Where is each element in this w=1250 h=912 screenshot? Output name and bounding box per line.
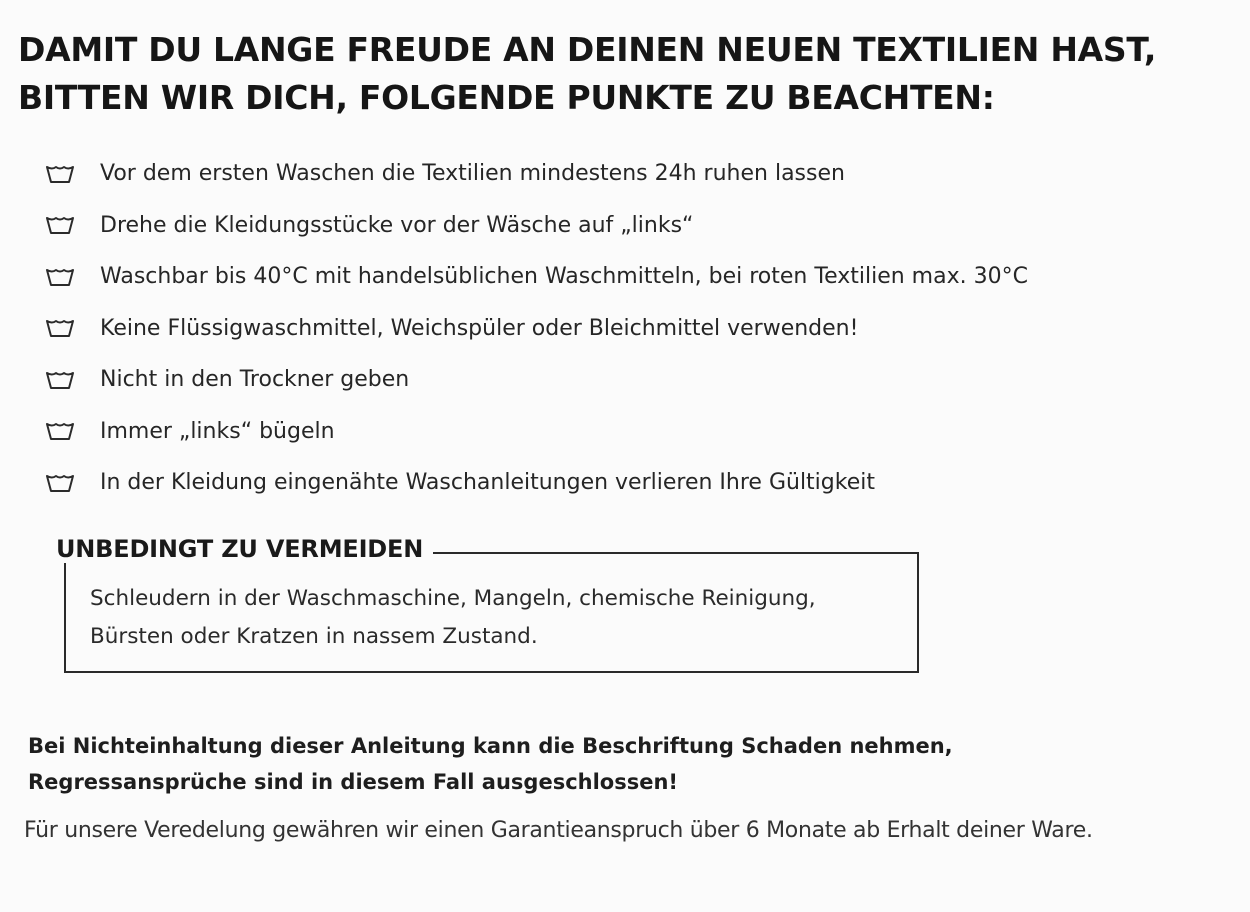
care-item [44,457,1028,509]
wash-basin-icon [44,163,76,185]
care-item-text: Drehe die Kleidungsstücke vor der Wäsche auf „links“ [100,212,694,238]
warning-notice [28,728,953,800]
guarantee-note: Für unsere Veredelung gewähren wir einen Garantieanspruch über 6 Monate ab Erhalt deiner Ware. [24,818,1093,843]
care-item-text: Immer „links“ bügeln [100,418,335,444]
wash-basin-icon [44,369,76,391]
care-item [44,200,1028,252]
wash-basin-icon [44,266,76,288]
heading-line-1: DAMIT DU LANGE FREUDE AN DEINEN NEUEN TEXTILIEN HAST, [18,30,1157,69]
page-heading [18,26,1156,122]
heading-line-2: BITTEN WIR DICH, FOLGENDE PUNKTE ZU BEACHTEN: [18,78,995,117]
wash-basin-icon [44,420,76,442]
care-item-text: Nicht in den Trockner geben [100,367,410,393]
care-item [44,406,1028,458]
care-item-text: Waschbar bis 40°C mit handelsüblichen Waschmitteln, bei roten Textilien max. 30°C [100,264,1028,290]
care-item [44,354,1028,406]
avoid-title: UNBEDINGT ZU VERMEIDEN [56,535,433,563]
warning-line-1: Bei Nichteinhaltung dieser Anleitung kann die Beschriftung Schaden nehmen, [28,734,953,758]
avoid-box [56,535,919,673]
care-item [44,251,1028,303]
care-item-text: Keine Flüssigwaschmittel, Weichspüler oder Bleichmittel verwenden! [100,315,859,341]
wash-basin-icon [44,472,76,494]
care-instructions-list [44,148,1028,509]
warning-line-2: Regressansprüche sind in diesem Fall ausgeschlossen! [28,770,678,794]
wash-basin-icon [44,214,76,236]
care-item [44,303,1028,355]
avoid-text [90,580,816,656]
care-item [44,148,1028,200]
wash-basin-icon [44,317,76,339]
avoid-text-line-1: Schleudern in der Waschmaschine, Mangeln, chemische Reinigung, [90,586,816,611]
avoid-text-line-2: Bürsten oder Kratzen in nassem Zustand. [90,624,538,649]
care-item-text: In der Kleidung eingenähte Waschanleitungen verlieren Ihre Gültigkeit [100,470,875,496]
care-item-text: Vor dem ersten Waschen die Textilien mindestens 24h ruhen lassen [100,161,845,187]
